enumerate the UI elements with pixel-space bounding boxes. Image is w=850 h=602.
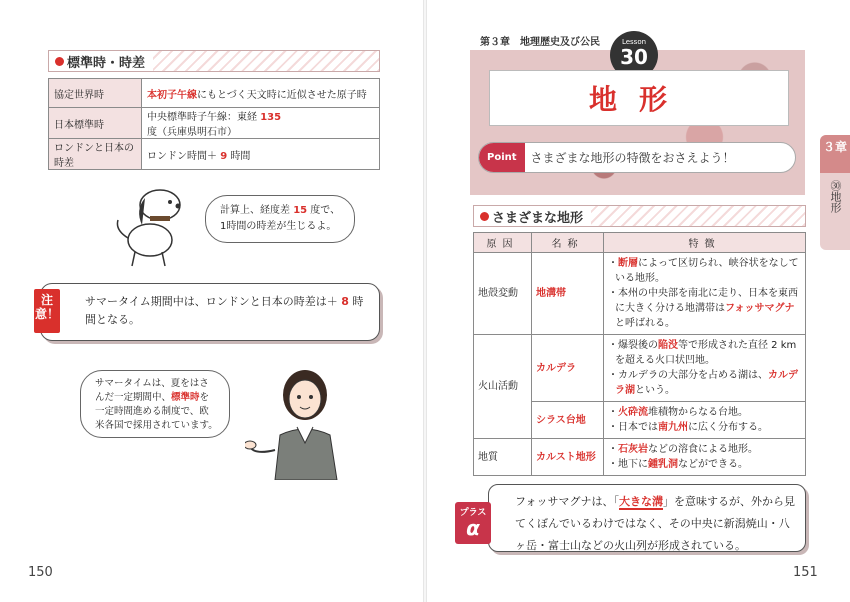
woman-speech-bubble: サマータイムは、夏をはさ んだ一定期間中、標準時を 一定時間進める制度で、欧 米各国で採用されています。 <box>80 370 230 438</box>
time-table <box>48 78 380 170</box>
section-title: 標準時・時差 <box>67 55 146 71</box>
table-header-row <box>474 233 806 253</box>
table-row <box>474 335 806 402</box>
caution-tag: 注意！ <box>34 289 60 333</box>
cell-features <box>604 439 806 476</box>
plus-alpha-tag <box>455 502 491 544</box>
row-value: 本初子午線にもとづく天文時に近似させた原子時 <box>142 79 380 108</box>
page-number: 150 <box>28 565 53 580</box>
table-row <box>49 108 380 139</box>
page-title-box <box>489 70 789 126</box>
lesson-label: Lesson <box>621 38 647 46</box>
dog-illustration-icon <box>110 180 200 270</box>
feature-line: ・本州の中央部を南北に走り、日本を東西に大きく分ける地溝帯はフォッサマグナと呼ばれる。 <box>608 288 798 329</box>
row-label: 日本標準時 <box>49 108 142 139</box>
feature-line: ・日本では南九州に広く分布する。 <box>608 422 768 433</box>
section-header-standard-time <box>48 50 380 72</box>
row-value: 中央標準時子午線：東経 135 度（兵庫県明石市） <box>142 108 380 139</box>
header-cause: 原因 <box>474 233 532 253</box>
table-row <box>49 79 380 108</box>
dog-speech-bubble: 計算上、経度差 15 度で、 1時間の時差が生じるよ。 <box>205 195 355 243</box>
row-value: ロンドン時間＋ 9 時間 <box>142 139 380 170</box>
chapter-side-tab[interactable] <box>820 135 850 250</box>
cell-features <box>604 335 806 402</box>
section-header-landforms <box>473 205 806 227</box>
feature-line: ・石灰岩などの溶食による地形。 <box>608 444 758 455</box>
feature-line: ・断層によって区切られ、峡谷状をなしている地形。 <box>608 258 799 284</box>
table-row <box>49 139 380 170</box>
table-row <box>474 439 806 476</box>
side-tab-chapter: ３章 <box>820 135 850 173</box>
feature-line: ・爆裂後の陥没等で形成された直径 2 km を超える火口状凹地。 <box>608 340 797 366</box>
feature-line: ・火砕流堆積物からなる台地。 <box>608 407 748 418</box>
page-title: 地形 <box>588 83 689 116</box>
cell-cause: 火山活動 <box>474 335 532 439</box>
plus-label: プラス <box>459 508 487 518</box>
landform-table <box>473 232 806 476</box>
lesson-number: 30 <box>620 45 648 69</box>
cell-name: カルデラ <box>532 335 604 402</box>
side-tab-lesson: ㉚地形 <box>829 180 842 213</box>
row-label: ロンドンと日本の時差 <box>49 139 142 170</box>
table-row <box>474 253 806 335</box>
cell-features <box>604 402 806 439</box>
bullet-icon <box>55 57 64 66</box>
feature-line: ・カルデラの大部分を占める湖は、カルデラ湖という。 <box>608 370 798 396</box>
woman-illustration-icon <box>245 355 365 480</box>
row-label: 協定世界時 <box>49 79 142 108</box>
cell-name: カルスト地形 <box>532 439 604 476</box>
section-title: さまざまな地形 <box>492 210 584 226</box>
cell-cause: 地質 <box>474 439 532 476</box>
header-name: 名称 <box>532 233 604 253</box>
point-text: さまざまな地形の特徴をおさえよう！ <box>530 151 735 165</box>
cell-name: 地溝帯 <box>532 253 604 335</box>
bullet-icon <box>480 212 489 221</box>
plus-alpha-box: フォッサマグナは、「大きな溝」を意味するが、外から見てくぼんでいるわけではなく、その中央に新潟焼山・八ヶ岳・富士山などの火山列が形成されている。 <box>488 484 806 552</box>
alpha-icon: α <box>466 516 480 540</box>
chapter-label: 第３章 地理歴史及び公民 <box>480 37 600 48</box>
feature-line: ・地下に鍾乳洞などができる。 <box>608 459 748 470</box>
cell-cause: 地殻変動 <box>474 253 532 335</box>
cell-features <box>604 253 806 335</box>
book-spine <box>423 0 427 602</box>
caution-box: サマータイム期間中は、ロンドンと日本の時差は＋ 8 時間となる。 <box>40 283 380 341</box>
cell-name: シラス台地 <box>532 402 604 439</box>
point-box <box>478 142 796 173</box>
point-label: Point <box>479 143 525 172</box>
header-feature: 特徴 <box>604 233 806 253</box>
page-number: 151 <box>793 565 818 580</box>
